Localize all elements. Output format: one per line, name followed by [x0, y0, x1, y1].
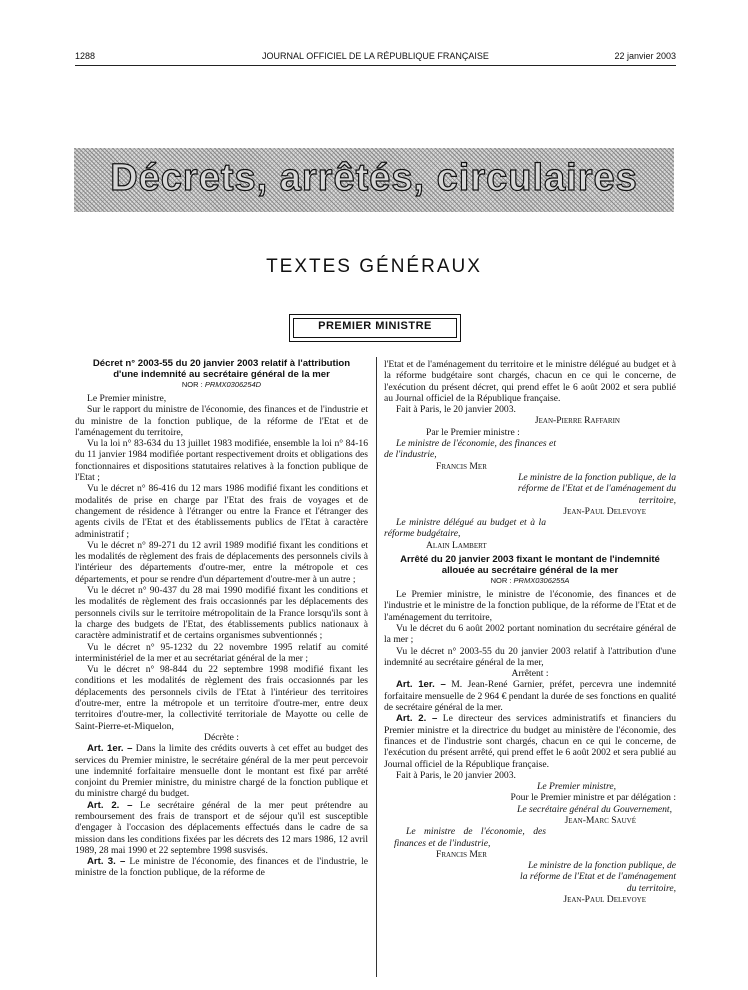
decree-title: Décret n° 2003-55 du 20 janvier 2003 relatif à l'attribution d'une indemnité au secrétaire général de la mer [92, 358, 351, 380]
article-text: Le secrétaire général de la mer peut prétendre au remboursement des frais de transport et de séjour qu'il est susceptible d'engager à l'occasion des déplacements effectués dans le cadre de sa mission dans les conditions fixées par les décrets des 12 mars 1986, 12 avril 1989, 28 mai 1990 et 22 septembre 1998 susvisés. [75, 799, 368, 856]
decree-nor [75, 380, 368, 390]
arrete-nor [384, 576, 676, 586]
section-banner [74, 148, 674, 212]
arrete-paragraph: Vu le décret du 6 août 2002 portant nomination du secrétaire général de la mer ; [384, 622, 676, 646]
nor-label: NOR : [490, 576, 512, 586]
ministry-box [289, 314, 461, 342]
decree-paragraph: Vu le décret n° 98-844 du 22 septembre 1998 modifié fixant les conditions et les modalités de règlement des frais occasionnés par les déplacements des personnels civils de l'Etat à l'intérieur des territoires d'outre-mer, entre la métropole et un territoire d'outre-mer, entre deux territoires d'outre-mer, la collectivité territoriale de Mayotte ou celle de Saint-Pierre-et-Miquelon, [75, 664, 368, 732]
article-label: Art. 1er. – [87, 743, 133, 755]
arrete-paragraph: Vu le décret n° 2003-55 du 20 janvier 2003 relatif à l'attribution d'une indemnité au secrétaire général de la mer, [384, 645, 676, 668]
signature-fp2-title: Le ministre de la fonction publique, de la réforme de l'Etat et de l'aménagement du territoire, [520, 860, 676, 894]
article-text: Le directeur des services administratifs et financiers du Premier ministre et la directrice du budget au ministère de l'économie, des finances et de l'industrie sont chargés, chacun en ce qui le concerne, de l'exécution du présent arrêté, qui prend effet le 6 août 2002 et sera publié au Journal officiel de la République française. [384, 713, 676, 770]
arrete-article-1 [384, 679, 676, 713]
decree-article-1 [75, 743, 368, 799]
header-rule [75, 65, 676, 66]
nor-code: PRMX0306254D [204, 380, 262, 389]
signature-fp-name: Jean-Paul Delevoye [563, 505, 646, 517]
signature-pm: Jean-Pierre Raffarin [534, 415, 620, 427]
article-text: M. Jean-René Garnier, préfet, percevra une indemnité forfaitaire mensuelle de 2 964 € pendant la durée de ses fonctions en qualité de secrétaire général de la mer. [384, 679, 676, 714]
signature-pm2-title: Le Premier ministre, [537, 781, 616, 793]
journal-title: JOURNAL OFFICIEL DE LA RÉPUBLIQUE FRANÇAISE [262, 51, 489, 61]
decree-article-2 [75, 800, 368, 856]
decree-paragraph: Le Premier ministre, [87, 393, 167, 404]
banner-title: Décrets, arrêtés, circulaires [110, 157, 638, 199]
article-label: Art. 3. – [87, 856, 126, 868]
column-divider [376, 357, 377, 977]
article-text: Le ministre de l'économie, des finances et de l'industrie, le ministre de la fonction publique, de la réforme de [75, 856, 368, 879]
nor-label: NOR : [181, 380, 203, 389]
arrete-done: Fait à Paris, le 20 janvier 2003. [396, 769, 516, 781]
page-number: 1288 [75, 51, 96, 61]
decree-done: Fait à Paris, le 20 janvier 2003. [396, 404, 516, 416]
signature-sg-name: Jean-Marc Sauvé [564, 814, 636, 826]
by-prime-minister: Par le Premier ministre : [426, 426, 520, 438]
decree-decrete: Décrète : [204, 731, 239, 743]
decree-article-3 [75, 856, 368, 879]
arrete-paragraph: Le Premier ministre, le ministre de l'économie, des finances et de l'industrie et le ministre de la fonction publique, de la réforme de l'Etat et de l'aménagement du territoire, [384, 589, 676, 623]
article-label: Art. 2. – [396, 713, 438, 725]
ministry-label: PREMIER MINISTRE [318, 320, 432, 332]
signature-delegation: Pour le Premier ministre et par délégation : [510, 792, 676, 804]
right-column [384, 359, 676, 905]
arrete-title: Arrêté du 20 janvier 2003 fixant le montant de l'indemnité allouée au secrétaire général de la mer [400, 554, 660, 576]
article-label: Art. 1er. – [396, 679, 446, 691]
signature-fp2-name: Jean-Paul Delevoye [563, 894, 646, 906]
arrete-arretent: Arrêtent : [511, 668, 549, 680]
signature-fp-title: Le ministre de la fonction publique, de la réforme de l'Etat et de l'aménagement du territoire, [517, 471, 676, 506]
signature-budget-name: Alain Lambert [426, 539, 487, 551]
arrete-article-2 [384, 713, 676, 769]
signature-eco-title: Le ministre de l'économie, des finances et de l'industrie, [384, 438, 556, 461]
article-text: Dans la limite des crédits ouverts à cet effet au budget des services du Premier ministre, le secrétaire général de la mer peut percevoir une indemnité forfaitaire mensuelle dont le montant est fixé par arrêté conjoint du Premier ministre, du ministre chargé de la fonction publique et du ministre chargé du budget. [75, 743, 368, 800]
running-header [75, 51, 676, 65]
decree-paragraph: Vu le décret n° 86-416 du 12 mars 1986 modifié fixant les conditions et modalités de prise en charge par l'Etat des frais de voyages et de changement de résidence à l'étranger ou entre la France et l'étranger des agents civils de l'Etat et des établissements publics de l'Etat à caractère administratif ; [75, 483, 368, 540]
decree-paragraph: Sur le rapport du ministre de l'économie, des finances et de l'industrie et du ministre de la fonction publique, de la réforme de l'Etat et de l'aménagement du territoire, [75, 404, 368, 438]
decree-paragraph: Vu la loi n° 83-634 du 13 juillet 1983 modifiée, ensemble la loi n° 84-16 du 11 janvier 1984 modifiée portant respectivement droits et obligations des fonctionnaires et dispositions statutaires relatives à la fonction publique de l'Etat ; [75, 438, 368, 484]
signature-sg-title: Le secrétaire général du Gouvernement, [517, 803, 672, 815]
left-column [75, 359, 368, 879]
nor-code: PRMX0306255A [513, 576, 570, 586]
decree-continuation: l'Etat et de l'aménagement du territoire et le ministre délégué au budget et à la réforme budgétaire sont chargés, chacun en ce qui le concerne, de l'exécution du présent décret, qui prend effet le 6 août 2002 et sera publié au Journal officiel de la République française. [384, 359, 676, 404]
decree-paragraph: Vu le décret n° 95-1232 du 22 novembre 1995 relatif au comité interministériel de la mer et au secrétariat général de la mer ; [75, 641, 368, 664]
decree-paragraph: Vu le décret n° 89-271 du 12 avril 1989 modifié fixant les conditions et les modalités de règlement des frais de déplacements des personnels civils à l'intérieur des départements d'outre-mer, entre la métropole et ces départements, et pour se rendre d'un département d'outre-mer à un autre ; [75, 539, 368, 585]
signature-eco2-name: Francis Mer [436, 848, 487, 860]
section-title: TEXTES GÉNÉRAUX [266, 256, 482, 277]
decree-paragraph: Vu le décret n° 90-437 du 28 mai 1990 modifié fixant les conditions et les modalités de règlement des frais occasionnés par les déplacements des personnels civils sur le territoire métropolitain de la France lorsqu'ils sont à la charge des budgets de l'Etat, des établissements publics nationaux à caractère administratif et de certains organismes subventionnés ; [75, 585, 368, 642]
signature-eco2-title: Le ministre de l'économie, des finances et de l'industrie, [394, 826, 546, 849]
issue-date: 22 janvier 2003 [614, 51, 676, 61]
signature-budget-title: Le ministre délégué au budget et à la réforme budgétaire, [384, 517, 546, 540]
article-label: Art. 2. – [87, 799, 133, 811]
signature-eco-name: Francis Mer [436, 460, 487, 472]
